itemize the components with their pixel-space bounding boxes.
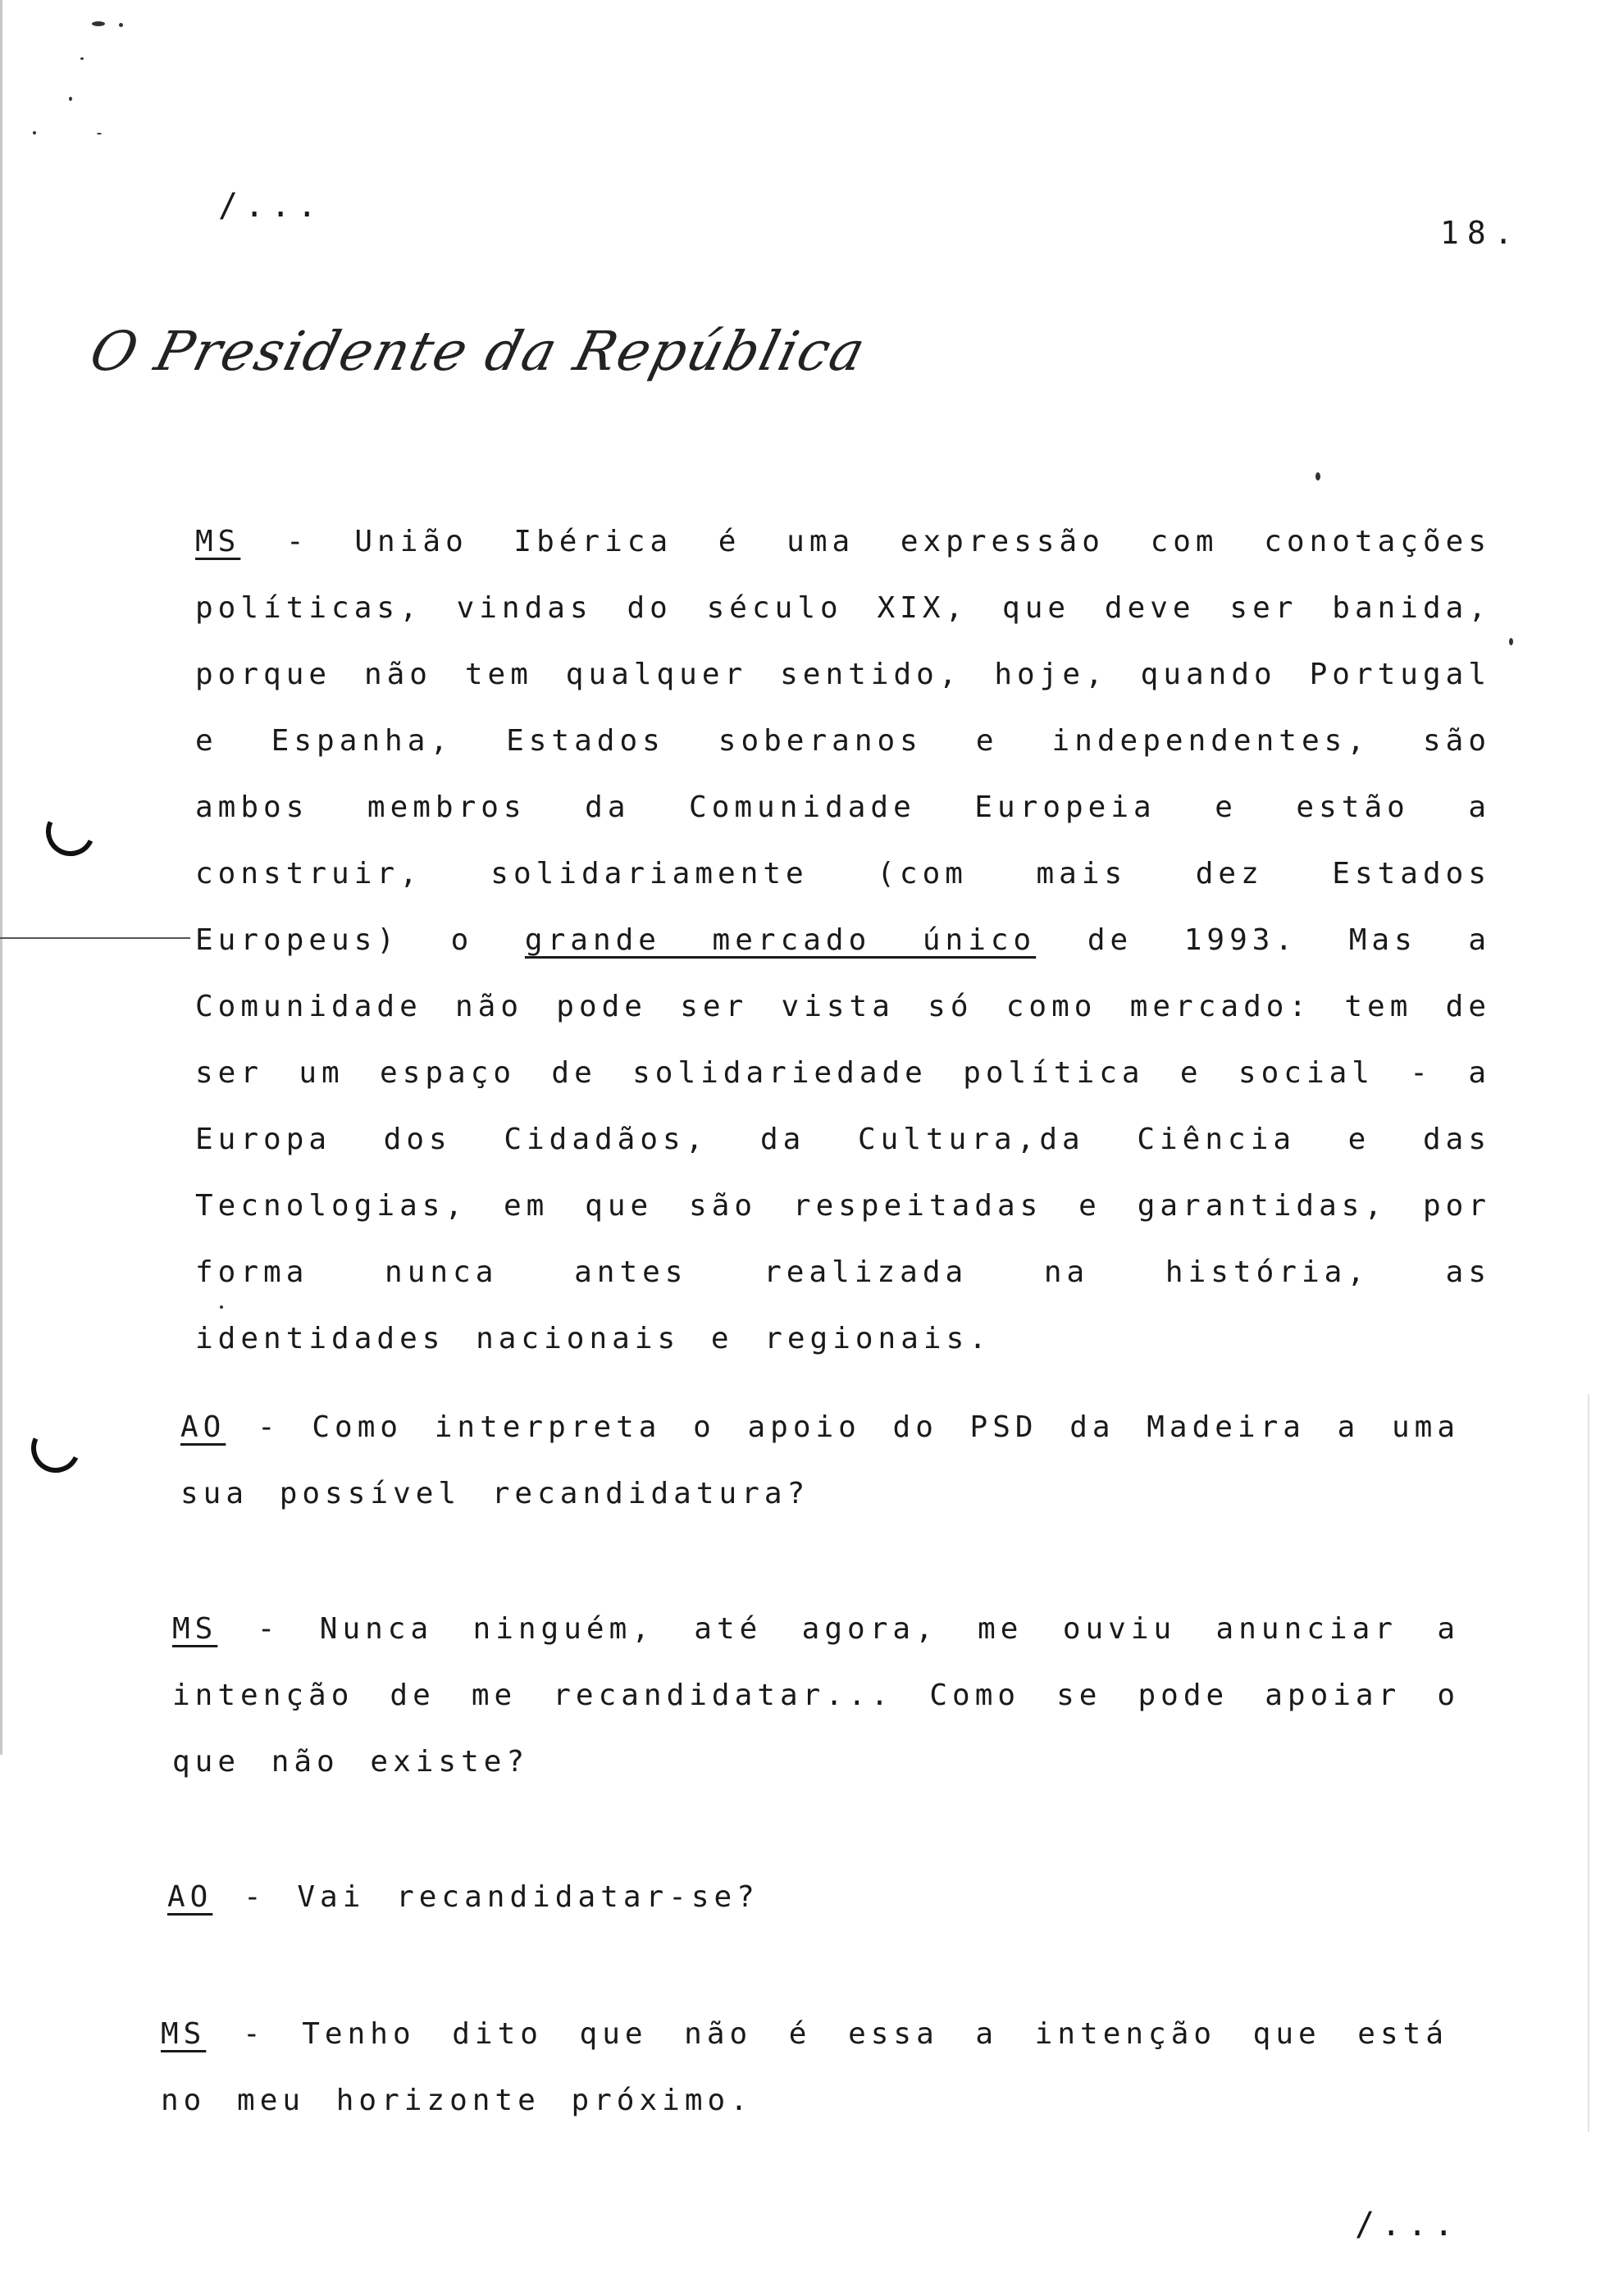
- answer-block-2: [172, 1596, 1460, 1795]
- scan-edge-right: [1588, 1394, 1589, 2132]
- answer-text: - Nunca ninguém, até agora, me ouviu anunciar a intenção de me recandidatar... Como se pode apoiar o que não existe?: [172, 1612, 1460, 1779]
- scan-speck: [33, 131, 36, 134]
- page-number: 18.: [1440, 215, 1521, 251]
- speaker-label: AO: [180, 1410, 226, 1444]
- question-block-1: [180, 1394, 1460, 1527]
- question-block-2: [167, 1864, 1447, 1930]
- continuation-marker-top: /...: [218, 187, 324, 225]
- scan-speck: [69, 97, 72, 101]
- answer-text: - União Ibérica é uma expressão com conotações políticas, vindas do século XIX, que deve ser banida, porque não tem qualquer sentido, hoje, quando Portugal e Espanha, Estados soberanos e independentes, são ambos membros da Comunidade Europeia e estão a construir, solidariamente (com mais dez Estados Europeus) o: [195, 525, 1491, 957]
- answer-text: - Tenho dito que não é essa a intenção que está no meu horizonte próximo.: [161, 2017, 1448, 2117]
- scan-speck: [92, 21, 105, 26]
- margin-check-mark: [39, 800, 103, 863]
- speaker-label: MS: [161, 2017, 207, 2051]
- scan-speck: [119, 23, 123, 27]
- answer-text: de 1993. Mas a Comunidade não pode ser vista só como mercado: tem de ser um espaço de solidariedade política e social - a Europa dos Cidadãos, da Cultura,da Ciência e das Tecnologias, em que são respeitadas e garantidas, por forma nunca antes realizada na história, as identidades nacionais e regionais.: [195, 923, 1491, 1355]
- letterhead-title: O Presidente da República: [84, 320, 873, 383]
- answer-block-1: [195, 508, 1491, 1372]
- question-text: - Como interpreta o apoio do PSD da Madeira a uma sua possível recandidatura?: [180, 1410, 1460, 1510]
- scan-speck: [80, 57, 84, 60]
- margin-check-mark: [25, 1417, 88, 1480]
- answer-block-3: [161, 2001, 1448, 2134]
- continuation-marker-bottom: /...: [1355, 2206, 1461, 2244]
- underlined-phrase: grande mercado único: [524, 923, 1037, 957]
- scan-speck: [1315, 472, 1320, 481]
- scan-speck: [97, 133, 102, 134]
- speaker-label: MS: [172, 1612, 218, 1646]
- scan-edge-left: [0, 0, 2, 1755]
- speaker-label: MS: [195, 525, 241, 558]
- fold-line: [0, 937, 190, 939]
- speaker-label: AO: [167, 1880, 213, 1914]
- scan-speck: [1509, 638, 1513, 645]
- question-text: - Vai recandidatar-se?: [212, 1880, 759, 1914]
